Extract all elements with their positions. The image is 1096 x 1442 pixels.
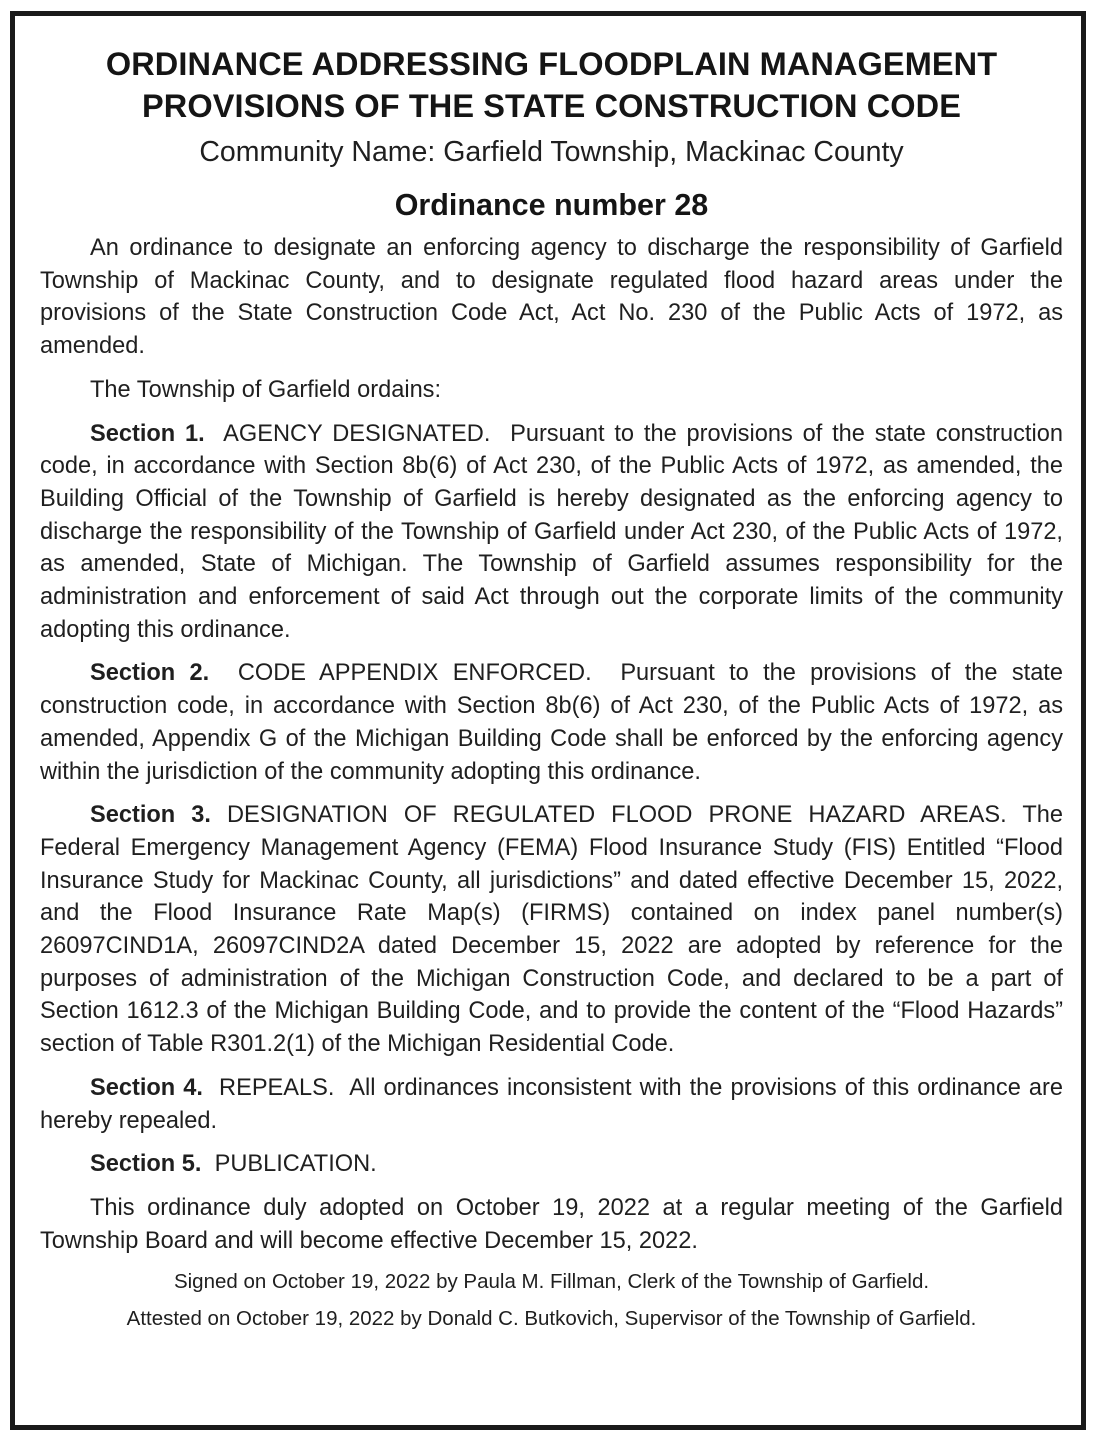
section-5-label: Section 5. [90, 1151, 202, 1178]
section-4-label: Section 4. [90, 1074, 203, 1101]
title-line-1: ORDINANCE ADDRESSING FLOODPLAIN MANAGEMENT [105, 46, 998, 82]
notice-border [10, 11, 1086, 1430]
ordinance-number: Ordinance number 28 [394, 188, 709, 222]
adoption-paragraph: This ordinance duly adopted on October 19, 2022 at a regular meeting of the Garfield Township Board and will become effective December 15, 2022. [40, 1194, 1063, 1254]
attested-line: Attested on October 19, 2022 by Donald C. Butkovich, Supervisor of the Township of Garfield. [126, 1307, 977, 1331]
section-2 [40, 657, 1063, 788]
section-3-heading: DESIGNATION OF REGULATED FLOOD PRONE HAZARD AREAS. [227, 802, 1007, 829]
ordains-line: The Township of Garfield ordains: [90, 376, 442, 403]
section-4-text: All ordinances inconsistent with the provisions of this ordinance are hereby repealed. [40, 1074, 1063, 1134]
section-1 [40, 418, 1063, 647]
section-1-heading: AGENCY DESIGNATED. [223, 420, 491, 447]
section-3-label: Section 3. [90, 802, 211, 829]
section-1-text: Pursuant to the provisions of the state construction code, in accordance with Section 8b(6) of Act 230, of the Public Acts of 1972, as amended, the Building Official of the Township of Garfield is hereby designated as the enforcing agency to discharge the responsibility of the Township of Garfield under Act 230, of the Public Acts of 1972, as amended, State of Michigan. The Township of Garfield assumes responsibility for the administration and enforcement of said Act through out the corporate limits of the community adopting this ordinance. [40, 420, 1063, 643]
ordinance-notice [40, 16, 1063, 1337]
section-3 [40, 799, 1063, 1061]
intro-paragraph: An ordinance to designate an enforcing agency to discharge the responsibility of Garfield Township of Mackinac County, and to designate regulated flood hazard areas under the provisions of the State Construction Code Act, Act No. 230 of the Public Acts of 1972, as amended. [40, 235, 1063, 360]
section-4 [40, 1072, 1063, 1137]
section-5-heading: PUBLICATION. [214, 1151, 377, 1178]
section-2-heading: CODE APPENDIX ENFORCED. [237, 660, 592, 687]
community-name: Community Name: Garfield Township, Mackinac County [199, 136, 904, 168]
section-1-label: Section 1. [90, 420, 205, 447]
section-2-text: Pursuant to the provisions of the state construction code, in accordance with Section 8b(6) of Act 230, of the Public Acts of 1972, as amended, Appendix G of the Michigan Building Code shall be enforced by the enforcing agency within the jurisdiction of the community adopting this ordinance. [40, 660, 1063, 785]
ordinance-title [40, 43, 1063, 127]
signed-line: Signed on October 19, 2022 by Paula M. Fillman, Clerk of the Township of Garfield. [173, 1270, 930, 1294]
section-2-label: Section 2. [90, 660, 210, 687]
section-5 [40, 1148, 1063, 1181]
section-4-heading: REPEALS. [219, 1074, 335, 1101]
title-line-2: PROVISIONS OF THE STATE CONSTRUCTION CODE [141, 88, 962, 124]
section-3-text: The Federal Emergency Management Agency (FEMA) Flood Insurance Study (FIS) Entitled “Flood Insurance Study for Mackinac County, all jurisdictions” and dated effective December 15, 2022, and the Flood Insurance Rate Map(s) (FIRMS) contained on index panel number(s) 26097CIND1A, 26097CIND2A dated December 15, 2022 are adopted by reference for the purposes of administration of the Michigan Construction Code, and declared to be a part of Section 1612.3 of the Michigan Building Code, and to provide the content of the “Flood Hazards” section of Table R301.2(1) of the Michigan Residential Code. [40, 802, 1063, 1058]
